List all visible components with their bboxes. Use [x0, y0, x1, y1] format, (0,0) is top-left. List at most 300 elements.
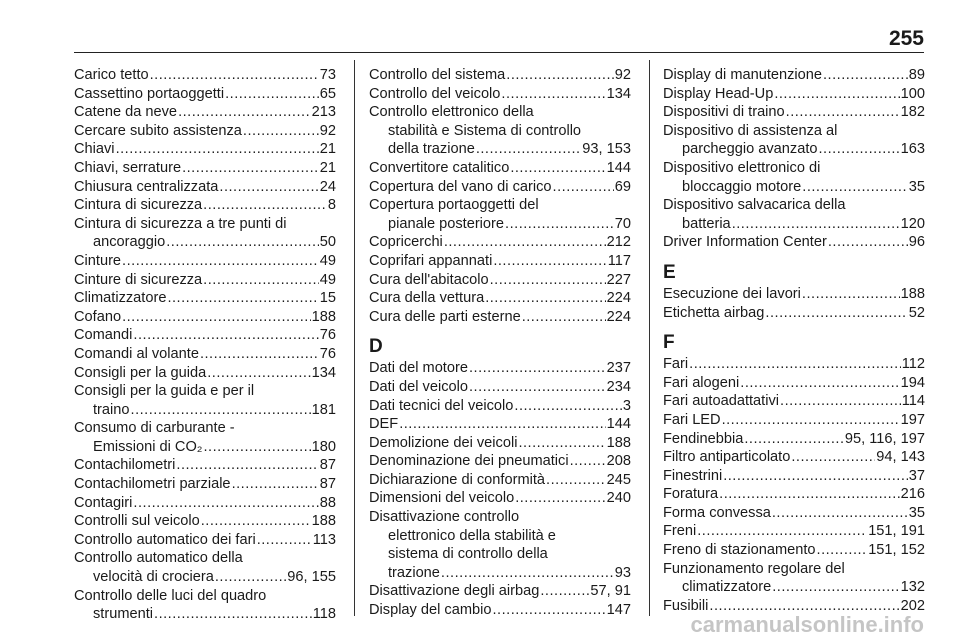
- entry-page-ref[interactable]: 213: [311, 104, 336, 121]
- entry-term: Contagiri: [74, 494, 133, 511]
- dot-leader: [772, 578, 899, 597]
- entry-page-ref[interactable]: 188: [311, 513, 336, 530]
- dot-leader: [476, 140, 581, 159]
- entry-term: trazione: [388, 564, 440, 581]
- index-entry[interactable]: [369, 289, 631, 308]
- entry-page-ref[interactable]: 144: [606, 416, 631, 433]
- dot-leader: [154, 605, 312, 624]
- entry-page-ref[interactable]: 216: [900, 486, 925, 503]
- dot-leader: [765, 304, 907, 323]
- dot-leader: [791, 448, 875, 467]
- dot-leader: [469, 378, 606, 397]
- dot-leader: [722, 411, 900, 430]
- entry-term: Display Head-Up: [663, 85, 774, 102]
- dot-leader: [828, 233, 908, 252]
- index-column-2: [369, 66, 631, 620]
- column-divider: [649, 60, 650, 616]
- dot-leader: [150, 66, 319, 85]
- index-entry[interactable]: [74, 85, 336, 104]
- entry-page-ref[interactable]: 181: [311, 401, 336, 418]
- section-letter: F: [663, 332, 675, 354]
- dot-leader: [723, 467, 908, 486]
- dot-leader: [492, 601, 605, 620]
- dot-leader: [122, 252, 319, 271]
- entry-term: Chiusura centralizzata: [74, 178, 219, 195]
- entry-term: Convertitore catalitico: [369, 159, 510, 176]
- dot-leader: [772, 504, 908, 523]
- dot-leader: [257, 531, 312, 550]
- dot-leader: [203, 438, 310, 457]
- entry-term: elettronico della stabilità e: [388, 527, 556, 544]
- index-entry[interactable]: [369, 452, 631, 471]
- index-entry[interactable]: [74, 252, 336, 271]
- entry-page-ref[interactable]: 37: [908, 467, 925, 484]
- entry-page-ref[interactable]: 234: [606, 378, 631, 395]
- dot-leader: [540, 582, 589, 601]
- index-entry[interactable]: [74, 512, 336, 531]
- entry-page-ref[interactable]: 49: [319, 271, 336, 288]
- index-entry[interactable]: [74, 215, 336, 252]
- entry-term: della trazione: [388, 141, 475, 158]
- entry-page-ref[interactable]: 151, 191: [868, 523, 925, 540]
- entry-term: Dispositivo elettronico di: [663, 159, 821, 176]
- entry-term: Cofano: [74, 308, 122, 325]
- dot-leader: [570, 452, 606, 471]
- dot-leader: [514, 397, 621, 416]
- dot-leader: [441, 564, 614, 583]
- entry-term: Coprifari appannati: [369, 252, 493, 269]
- entry-page-ref[interactable]: 194: [900, 374, 925, 391]
- entry-term: Freni: [663, 523, 697, 540]
- dot-leader: [201, 512, 311, 531]
- index-entry[interactable]: [663, 411, 925, 430]
- entry-term: Comandi al volante: [74, 345, 199, 362]
- entry-term: Funzionamento regolare del: [663, 560, 845, 577]
- entry-page-ref[interactable]: 134: [311, 364, 336, 381]
- dot-leader: [485, 289, 605, 308]
- entry-term: Contachilometri parziale: [74, 476, 231, 493]
- dot-leader: [178, 103, 311, 122]
- dot-leader: [232, 475, 319, 494]
- entry-page-ref[interactable]: 76: [319, 345, 336, 362]
- entry-page-ref[interactable]: 182: [900, 104, 925, 121]
- entry-page-ref[interactable]: 92: [319, 122, 336, 139]
- dot-leader: [515, 489, 605, 508]
- index-entry[interactable]: [74, 364, 336, 383]
- entry-page-ref[interactable]: 95, 116, 197: [844, 430, 925, 447]
- index-entry[interactable]: [663, 85, 925, 104]
- entry-term: Cercare subito assistenza: [74, 122, 242, 139]
- dot-leader: [203, 196, 327, 215]
- entry-page-ref[interactable]: 237: [606, 360, 631, 377]
- entry-page-ref[interactable]: 73: [319, 67, 336, 83]
- dot-leader: [131, 401, 311, 420]
- entry-term: Dichiarazione di conformità: [369, 471, 546, 488]
- entry-term: Comandi: [74, 327, 133, 344]
- entry-page-ref[interactable]: 117: [607, 252, 631, 269]
- dot-leader: [444, 233, 606, 252]
- index-entry[interactable]: [74, 326, 336, 345]
- entry-term: Controllo automatico della: [74, 550, 243, 567]
- dot-leader: [505, 215, 614, 234]
- entry-term: Cinture: [74, 252, 122, 269]
- entry-term: batteria: [682, 215, 731, 232]
- entry-term: Cura della vettura: [369, 290, 485, 307]
- entry-page-ref[interactable]: 212: [606, 234, 631, 251]
- entry-term: Denominazione dei pneumatici: [369, 453, 569, 470]
- column-divider: [354, 60, 355, 616]
- dot-leader: [780, 392, 901, 411]
- entry-page-ref[interactable]: 21: [319, 159, 336, 176]
- dot-leader: [133, 326, 318, 345]
- dot-leader: [732, 215, 900, 234]
- index-entry[interactable]: [74, 549, 336, 586]
- dot-leader: [786, 103, 900, 122]
- entry-term: Chiavi, serrature: [74, 159, 182, 176]
- entry-page-ref[interactable]: 93, 153: [582, 141, 631, 158]
- entry-page-ref[interactable]: 120: [900, 215, 925, 232]
- entry-page-ref[interactable]: 134: [606, 85, 631, 102]
- index-entry[interactable]: [663, 541, 925, 560]
- entry-term: Climatizzatore: [74, 290, 167, 307]
- index-entry[interactable]: [369, 582, 631, 601]
- index-entry[interactable]: [663, 522, 925, 541]
- entry-page-ref[interactable]: 35: [908, 504, 925, 521]
- entry-page-ref[interactable]: 92: [614, 67, 631, 83]
- entry-term: Fendinebbia: [663, 430, 744, 447]
- index-column-1: [74, 66, 336, 624]
- dot-leader: [522, 308, 606, 327]
- entry-page-ref[interactable]: 49: [319, 252, 336, 269]
- entry-page-ref[interactable]: 35: [908, 178, 925, 195]
- dot-leader: [802, 178, 908, 197]
- index-entry[interactable]: [369, 508, 631, 582]
- dot-leader: [116, 140, 319, 159]
- entry-page-ref[interactable]: 188: [606, 434, 631, 451]
- entry-page-ref[interactable]: 180: [311, 438, 336, 455]
- dot-leader: [493, 252, 606, 271]
- dot-leader: [200, 345, 319, 364]
- dot-leader: [133, 494, 318, 513]
- entry-term: Fari: [663, 356, 689, 373]
- index-entry[interactable]: [663, 304, 925, 323]
- dot-leader: [203, 271, 319, 290]
- entry-page-ref[interactable]: 50: [319, 234, 336, 251]
- entry-term: Demolizione dei veicoli: [369, 434, 518, 451]
- entry-page-ref[interactable]: 94, 143: [876, 449, 925, 466]
- index-entry[interactable]: [74, 531, 336, 550]
- entry-term: Chiavi: [74, 141, 115, 158]
- entry-page-ref[interactable]: 188: [900, 285, 925, 302]
- index-entry[interactable]: [663, 103, 925, 122]
- dot-leader: [207, 364, 310, 383]
- entry-term: DEF: [369, 416, 399, 433]
- index-entry[interactable]: [663, 467, 925, 486]
- dot-leader: [490, 271, 606, 290]
- section-letter: D: [369, 336, 383, 358]
- entry-page-ref[interactable]: 88: [319, 494, 336, 511]
- index-entry[interactable]: [74, 456, 336, 475]
- entry-term: climatizzatore: [682, 579, 772, 596]
- index-entry[interactable]: [369, 178, 631, 197]
- index-entry[interactable]: [369, 378, 631, 397]
- index-column-3: [663, 66, 925, 615]
- entry-term: Disattivazione degli airbag: [369, 583, 540, 600]
- entry-term: Dispositivo di assistenza al: [663, 122, 838, 139]
- index-entry[interactable]: [369, 397, 631, 416]
- entry-page-ref[interactable]: 147: [606, 602, 631, 619]
- dot-leader: [219, 178, 318, 197]
- index-entry[interactable]: [369, 233, 631, 252]
- entry-term: Consigli per la guida: [74, 364, 207, 381]
- entry-page-ref[interactable]: 8: [327, 197, 336, 214]
- page-number: 255: [888, 27, 924, 50]
- index-entry[interactable]: [663, 196, 925, 233]
- entry-term: Dati del veicolo: [369, 378, 468, 395]
- entry-page-ref[interactable]: 197: [900, 411, 925, 428]
- entry-term: Emissioni di CO₂: [93, 438, 203, 455]
- index-entry[interactable]: [369, 489, 631, 508]
- dot-leader: [553, 178, 614, 197]
- entry-page-ref[interactable]: 96, 155: [287, 569, 336, 586]
- index-entry[interactable]: [369, 601, 631, 620]
- entry-page-ref[interactable]: 57, 91: [590, 583, 631, 600]
- index-entry[interactable]: [74, 122, 336, 141]
- index-entry[interactable]: [369, 359, 631, 378]
- entry-page-ref[interactable]: 118: [312, 606, 336, 623]
- dot-leader: [215, 568, 286, 587]
- index-entry[interactable]: [369, 415, 631, 434]
- index-entry[interactable]: [663, 448, 925, 467]
- entry-term: Dati tecnici del veicolo: [369, 397, 514, 414]
- entry-term: Esecuzione dei lavori: [663, 285, 801, 302]
- entry-term: Display del cambio: [369, 602, 492, 619]
- dot-leader: [774, 85, 899, 104]
- entry-term: Disattivazione controllo: [369, 509, 520, 526]
- index-entry[interactable]: [74, 587, 336, 624]
- dot-leader: [176, 456, 318, 475]
- entry-page-ref[interactable]: 70: [614, 215, 631, 232]
- entry-term: Dati del motore: [369, 360, 468, 377]
- dot-leader: [689, 355, 901, 374]
- dot-leader: [510, 159, 605, 178]
- entry-term: Freno di stazionamento: [663, 542, 816, 559]
- index-entry[interactable]: [74, 103, 336, 122]
- entry-term: Display di manutenzione: [663, 67, 822, 83]
- index-entry[interactable]: [74, 196, 336, 215]
- entry-page-ref[interactable]: 208: [606, 453, 631, 470]
- entry-page-ref[interactable]: 188: [311, 308, 336, 325]
- entry-term: Cassettino portaoggetti: [74, 85, 225, 102]
- index-entry[interactable]: [663, 504, 925, 523]
- dot-leader: [469, 359, 606, 378]
- entry-term: stabilità e Sistema di controllo: [388, 122, 582, 139]
- entry-term: Controllo del veicolo: [369, 85, 501, 102]
- entry-term: Fusibili: [663, 597, 709, 614]
- dot-leader: [697, 522, 867, 541]
- entry-term: Catene da neve: [74, 104, 178, 121]
- index-entry[interactable]: [369, 196, 631, 233]
- index-entry[interactable]: [74, 66, 336, 85]
- entry-page-ref[interactable]: 15: [319, 290, 336, 307]
- index-entry[interactable]: [663, 485, 925, 504]
- entry-page-ref[interactable]: 65: [319, 85, 336, 102]
- entry-term: traino: [93, 401, 130, 418]
- entry-term: Cinture di sicurezza: [74, 271, 203, 288]
- index-entry[interactable]: [369, 471, 631, 490]
- entry-term: Dispositivo salvacarica della: [663, 197, 846, 214]
- index-entry[interactable]: [369, 271, 631, 290]
- entry-term: Controllo elettronico della: [369, 104, 534, 121]
- dot-leader: [819, 140, 900, 159]
- entry-term: Dispositivi di traino: [663, 104, 785, 121]
- dot-leader: [122, 308, 311, 327]
- dot-leader: [802, 285, 900, 304]
- entry-term: Fari autoadattativi: [663, 393, 780, 410]
- entry-page-ref[interactable]: 202: [900, 597, 925, 614]
- index-entry[interactable]: [74, 419, 336, 456]
- index-entry[interactable]: [369, 252, 631, 271]
- dot-leader: [243, 122, 319, 141]
- entry-term: Etichetta airbag: [663, 304, 765, 321]
- entry-page-ref[interactable]: 76: [319, 327, 336, 344]
- entry-term: Carico tetto: [74, 67, 149, 83]
- entry-term: Foratura: [663, 486, 719, 503]
- entry-term: Controllo delle luci del quadro: [74, 587, 267, 604]
- dot-leader: [518, 434, 605, 453]
- entry-term: parcheggio avanzato: [682, 141, 818, 158]
- entry-term: Cintura di sicurezza a tre punti di: [74, 215, 287, 232]
- entry-page-ref[interactable]: 224: [606, 308, 631, 325]
- entry-term: Consigli per la guida e per il: [74, 383, 255, 400]
- entry-page-ref[interactable]: 224: [606, 290, 631, 307]
- entry-page-ref[interactable]: 69: [614, 178, 631, 195]
- dot-leader: [166, 233, 319, 252]
- index-entry[interactable]: [663, 233, 925, 252]
- entry-page-ref[interactable]: 144: [606, 159, 631, 176]
- dot-leader: [399, 415, 605, 434]
- dot-leader: [167, 289, 318, 308]
- entry-page-ref[interactable]: 24: [319, 178, 336, 195]
- index-entry[interactable]: [74, 382, 336, 419]
- entry-term: Finestrini: [663, 467, 723, 484]
- index-entry[interactable]: [663, 122, 925, 159]
- entry-term: Cintura di sicurezza: [74, 197, 203, 214]
- index-entry[interactable]: [74, 345, 336, 364]
- entry-page-ref[interactable]: 227: [606, 271, 631, 288]
- index-entry[interactable]: [369, 308, 631, 327]
- entry-term: sistema di controllo della: [388, 546, 548, 563]
- index-entry[interactable]: [74, 140, 336, 159]
- entry-page-ref[interactable]: 112: [901, 356, 925, 373]
- index-entry[interactable]: [663, 392, 925, 411]
- dot-leader: [740, 374, 899, 393]
- index-entry[interactable]: [74, 289, 336, 308]
- entry-term: Cura delle parti esterne: [369, 308, 521, 325]
- entry-term: Fari LED: [663, 411, 721, 428]
- index-entry[interactable]: [663, 374, 925, 393]
- entry-term: strumenti: [93, 606, 154, 623]
- header-rule: [74, 52, 924, 53]
- index-entry[interactable]: [663, 355, 925, 374]
- entry-page-ref[interactable]: 240: [606, 490, 631, 507]
- entry-term: Controlli sul veicolo: [74, 513, 200, 530]
- index-entry[interactable]: [74, 308, 336, 327]
- index-entry[interactable]: [663, 285, 925, 304]
- index-entry[interactable]: [74, 159, 336, 178]
- entry-term: Fari alogeni: [663, 374, 740, 391]
- entry-term: Cura dell'abitacolo: [369, 271, 489, 288]
- index-entry[interactable]: [663, 560, 925, 597]
- entry-page-ref[interactable]: 151, 152: [868, 542, 925, 559]
- dot-leader: [546, 471, 606, 490]
- entry-term: Forma convessa: [663, 504, 771, 521]
- dot-leader: [744, 430, 844, 449]
- dot-leader: [182, 159, 319, 178]
- entry-page-ref[interactable]: 89: [908, 67, 925, 83]
- entry-page-ref[interactable]: 87: [319, 476, 336, 493]
- entry-term: Copertura portaoggetti del: [369, 197, 539, 214]
- watermark: carmanualsonline.info: [690, 612, 924, 637]
- dot-leader: [506, 66, 613, 85]
- section-letter: E: [663, 261, 676, 283]
- index-entry[interactable]: [663, 430, 925, 449]
- dot-leader: [501, 85, 605, 104]
- entry-page-ref[interactable]: 96: [908, 234, 925, 251]
- entry-term: pianale posteriore: [388, 215, 505, 232]
- entry-page-ref[interactable]: 21: [319, 141, 336, 158]
- entry-term: Dimensioni del veicolo: [369, 490, 515, 507]
- entry-page-ref[interactable]: 245: [606, 471, 631, 488]
- entry-page-ref[interactable]: 87: [319, 457, 336, 474]
- index-entry[interactable]: [74, 475, 336, 494]
- index-entry[interactable]: [369, 103, 631, 159]
- entry-term: velocità di crociera: [93, 569, 214, 586]
- entry-page-ref[interactable]: 114: [901, 393, 925, 410]
- entry-term: Driver Information Center: [663, 234, 827, 251]
- entry-term: bloccaggio motore: [682, 178, 802, 195]
- entry-page-ref[interactable]: 132: [900, 579, 925, 596]
- entry-term: Consumo di carburante -: [74, 420, 235, 437]
- entry-term: Controllo automatico dei fari: [74, 531, 256, 548]
- entry-term: ancoraggio: [93, 234, 166, 251]
- index-entry[interactable]: [369, 66, 631, 85]
- index-entry[interactable]: [369, 85, 631, 104]
- index-entry[interactable]: [663, 66, 925, 85]
- entry-term: Filtro antiparticolato: [663, 449, 791, 466]
- dot-leader: [225, 85, 319, 104]
- dot-leader: [719, 485, 899, 504]
- entry-page-ref[interactable]: 100: [900, 85, 925, 102]
- index-entry[interactable]: [74, 271, 336, 290]
- entry-page-ref[interactable]: 52: [908, 304, 925, 321]
- index-entry[interactable]: [74, 494, 336, 513]
- index-entry[interactable]: [369, 434, 631, 453]
- entry-page-ref[interactable]: 113: [312, 531, 336, 548]
- dot-leader: [823, 66, 908, 85]
- entry-term: Contachilometri: [74, 457, 176, 474]
- entry-term: Controllo del sistema: [369, 67, 506, 83]
- index-entry[interactable]: [663, 159, 925, 196]
- entry-page-ref[interactable]: 163: [900, 141, 925, 158]
- index-entry[interactable]: [74, 178, 336, 197]
- dot-leader: [817, 541, 868, 560]
- entry-term: Copertura del vano di carico: [369, 178, 552, 195]
- entry-page-ref[interactable]: 93: [614, 564, 631, 581]
- entry-page-ref[interactable]: 3: [622, 397, 631, 414]
- index-entry[interactable]: [369, 159, 631, 178]
- entry-term: Copricerchi: [369, 234, 443, 251]
